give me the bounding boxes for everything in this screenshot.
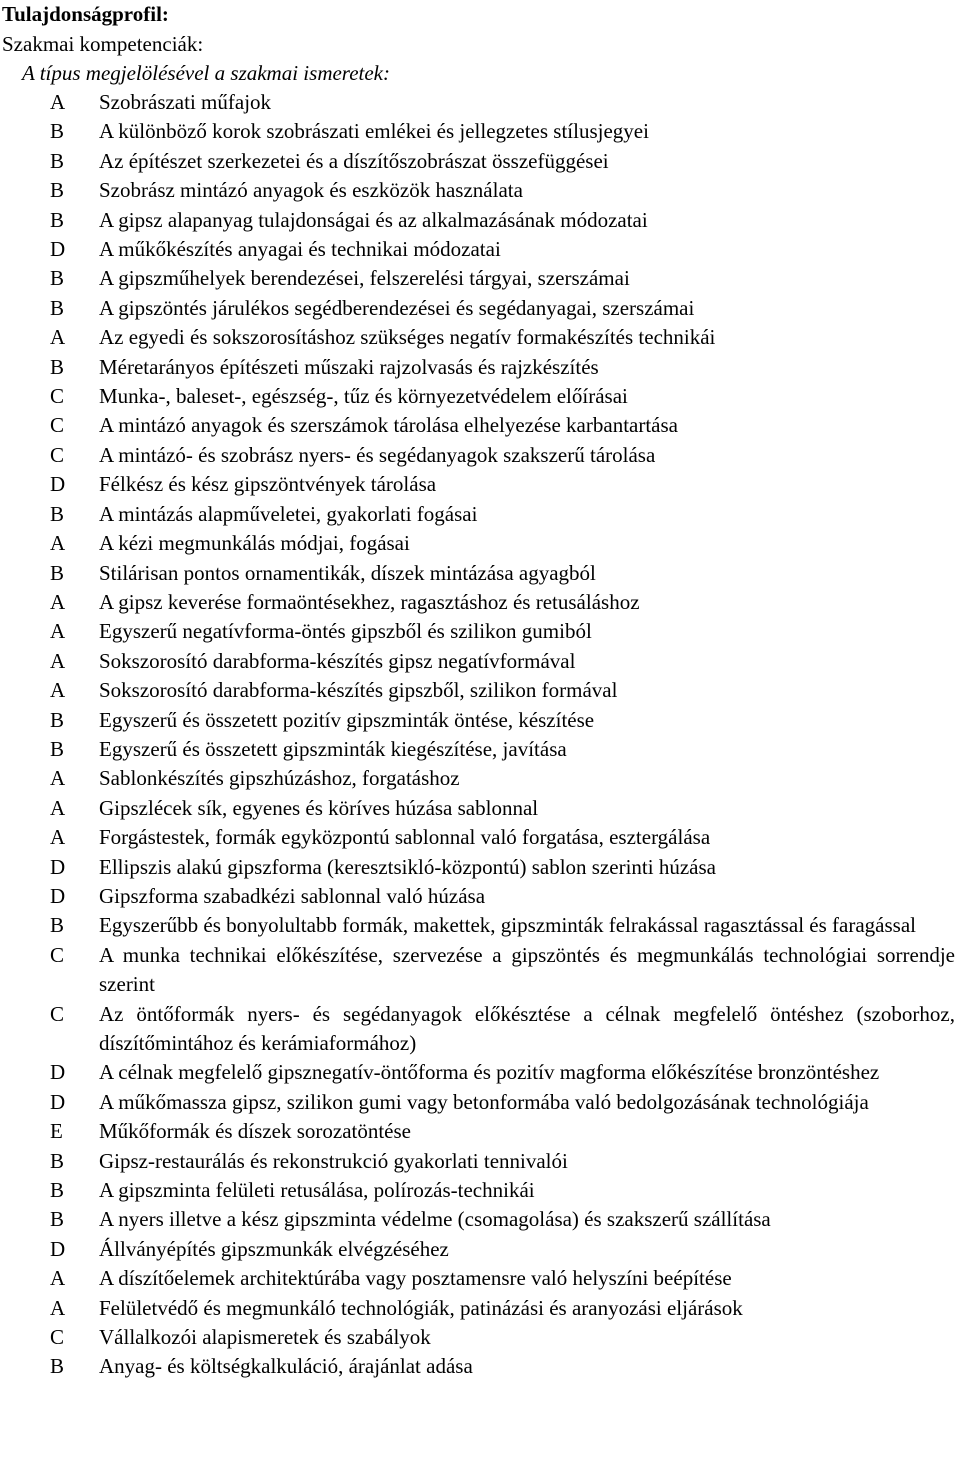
competency-type-code: A [50, 531, 66, 556]
list-item [0, 294, 960, 323]
competency-text: Az egyedi és sokszorosításhoz szükséges negatív formakészítés technikái [99, 325, 716, 350]
competency-type-code: C [50, 384, 65, 409]
list-item [0, 1147, 960, 1176]
competency-type-code: B [50, 178, 65, 203]
competency-type-code: D [50, 1089, 66, 1114]
list-item [0, 794, 960, 823]
competency-type-code: A [50, 678, 66, 703]
competency-type-code: B [50, 560, 65, 585]
list-item [0, 941, 960, 1000]
list-item [0, 206, 960, 235]
list-item [0, 559, 960, 588]
list-item [0, 853, 960, 882]
competency-type-code: C [50, 1325, 65, 1350]
competency-type-code: B [50, 148, 65, 173]
competency-text: Az öntőformák nyers- és segédanyagok előkésztése a célnak megfelelő öntéshez (szoborhoz, díszítőmintához és kerámiaformához) [99, 1001, 955, 1055]
competency-text: Gipsz-restaurálás és rekonstrukció gyakorlati tennivalói [99, 1148, 568, 1173]
competency-text: A gipszműhelyek berendezései, felszerelési tárgyai, szerszámai [99, 266, 630, 291]
competency-type-code: A [50, 589, 66, 614]
competency-text: Forgástestek, formák egyközpontú sablonnal való forgatása, esztergálása [99, 825, 711, 850]
competency-text: Sablonkészítés gipszhúzáshoz, forgatáshoz [99, 766, 460, 791]
list-item [0, 1264, 960, 1293]
competency-type-code: B [50, 354, 65, 379]
list-item [0, 735, 960, 764]
list-item [0, 264, 960, 293]
list-item [0, 882, 960, 911]
section-heading: Szakmai kompetenciák: [2, 32, 204, 56]
competency-text: A kézi megmunkálás módjai, fogásai [99, 531, 410, 556]
competency-type-code: A [50, 795, 66, 820]
list-item [0, 1058, 960, 1087]
list-item [0, 588, 960, 617]
competency-type-code: B [50, 501, 65, 526]
competency-type-code: B [50, 707, 65, 732]
competency-type-code: A [50, 1266, 66, 1291]
list-item [0, 1117, 960, 1146]
list-item [0, 88, 960, 117]
competency-type-code: A [50, 648, 66, 673]
list-item [0, 1000, 960, 1059]
competency-text: A mintázás alapműveletei, gyakorlati fogásai [99, 501, 478, 526]
list-item [0, 911, 960, 940]
competency-text: Egyszerű és összetett gipszminták kiegészítése, javítása [99, 736, 567, 761]
list-item [0, 147, 960, 176]
competency-text: Egyszerűbb és bonyolultabb formák, makettek, gipszminták felrakással ragasztással és faragással [99, 913, 916, 938]
competency-text: A gipszminta felületi retusálása, polírozás-technikái [99, 1178, 535, 1203]
competency-text: A gipsz keverése formaöntésekhez, ragasztáshoz és retusáláshoz [99, 589, 640, 614]
competency-type-code: B [50, 1354, 65, 1379]
competency-text: Méretarányos építészeti műszaki rajzolvasás és rajzkészítés [99, 354, 599, 379]
competency-type-code: D [50, 237, 66, 262]
competency-text: Állványépítés gipszmunkák elvégzéséhez [99, 1236, 449, 1261]
competency-list [0, 88, 960, 1382]
list-item [0, 529, 960, 558]
competency-text: A gipsz alapanyag tulajdonságai és az alkalmazásának módozatai [99, 207, 648, 232]
subsection-heading: A típus megjelölésével a szakmai ismeretek: [22, 61, 390, 85]
competency-text: Szobrászati műfajok [99, 90, 272, 114]
competency-type-code: B [50, 1148, 65, 1173]
document-title: Tulajdonságprofil: [2, 2, 169, 26]
list-item [0, 676, 960, 705]
competency-text: A műkőmassza gipsz, szilikon gumi vagy betonformába való bedolgozásának technológiája [99, 1089, 869, 1114]
competency-type-code: B [50, 736, 65, 761]
competency-type-code: A [50, 825, 66, 850]
competency-type-code: B [50, 207, 65, 232]
competency-text: Anyag- és költségkalkuláció, árajánlat adása [99, 1354, 473, 1379]
list-item [0, 353, 960, 382]
list-item [0, 1205, 960, 1234]
list-item [0, 647, 960, 676]
competency-text: A mintázó anyagok és szerszámok tárolása elhelyezése karbantartása [99, 413, 678, 438]
competency-type-code: B [50, 1178, 65, 1203]
competency-text: Felületvédő és megmunkáló technológiák, patinázási és aranyozási eljárások [99, 1295, 743, 1320]
list-item [0, 382, 960, 411]
competency-type-code: A [50, 1295, 66, 1320]
competency-text: A célnak megfelelő gipsznegatív-öntőforma és pozitív magforma előkészítése bronzöntéshez [99, 1060, 880, 1085]
list-item [0, 176, 960, 205]
competency-text: Stilárisan pontos ornamentikák, díszek mintázása agyagból [99, 560, 596, 585]
list-item [0, 1235, 960, 1264]
competency-text: Sokszorosító darabforma-készítés gipsz negatívformával [99, 648, 576, 673]
competency-type-code: D [50, 472, 66, 497]
competency-text: A különböző korok szobrászati emlékei és jellegzetes stílusjegyei [99, 119, 649, 144]
list-item [0, 441, 960, 470]
competency-type-code: C [50, 942, 65, 967]
list-item [0, 1088, 960, 1117]
competency-type-code: C [50, 442, 65, 467]
competency-text: Sokszorosító darabforma-készítés gipszből, szilikon formával [99, 678, 618, 703]
competency-text: Szobrász mintázó anyagok és eszközök használata [99, 178, 523, 203]
list-item [0, 823, 960, 852]
list-item [0, 235, 960, 264]
competency-type-code: B [50, 119, 65, 144]
competency-text: Az építészet szerkezetei és a díszítőszobrászat összefüggései [99, 148, 609, 173]
competency-text: Gipszlécek sík, egyenes és köríves húzása sablonnal [99, 795, 539, 820]
competency-type-code: A [50, 766, 66, 791]
competency-type-code: C [50, 413, 65, 438]
competency-text: A díszítőelemek architektúrába vagy posztamensre való helyszíni beépítése [99, 1266, 732, 1291]
list-item [0, 1294, 960, 1323]
competency-type-code: D [50, 883, 66, 908]
competency-text: Műkőformák és díszek sorozatöntése [99, 1119, 411, 1144]
competency-type-code: A [50, 325, 66, 350]
competency-type-code: A [50, 619, 66, 644]
competency-text: A munka technikai előkészítése, szervezése a gipszöntés és megmunkálás technológiai sorrendje szerint [99, 942, 955, 997]
competency-text: A műkőkészítés anyagai és technikai módozatai [99, 237, 501, 262]
list-item [0, 706, 960, 735]
competency-type-code: D [50, 854, 66, 879]
competency-text: Egyszerű és összetett pozitív gipszminták öntése, készítése [99, 707, 595, 732]
list-item [0, 411, 960, 440]
competency-text: Vállalkozói alapismeretek és szabályok [99, 1325, 431, 1350]
competency-text: A mintázó- és szobrász nyers- és segédanyagok szakszerű tárolása [99, 442, 656, 467]
competency-type-code: E [50, 1119, 63, 1144]
competency-text: Félkész és kész gipszöntvények tárolása [99, 472, 437, 497]
competency-text: Ellipszis alakú gipszforma (keresztsikló-központú) sablon szerinti húzása [99, 854, 716, 879]
competency-type-code: A [50, 90, 66, 114]
competency-type-code: D [50, 1060, 66, 1085]
competency-type-code: B [50, 1207, 65, 1232]
competency-type-code: C [50, 1001, 65, 1026]
competency-text: A nyers illetve a kész gipszminta védelme (csomagolása) és szakszerű szállítása [99, 1207, 771, 1232]
list-item [0, 617, 960, 646]
list-item [0, 1323, 960, 1352]
list-item [0, 470, 960, 499]
competency-text: Gipszforma szabadkézi sablonnal való húzása [99, 883, 486, 908]
competency-type-code: B [50, 295, 65, 320]
competency-type-code: B [50, 913, 65, 938]
list-item [0, 1176, 960, 1205]
list-item [0, 323, 960, 352]
competency-text: Egyszerű negatívforma-öntés gipszből és szilikon gumiból [99, 619, 592, 644]
competency-text: A gipszöntés járulékos segédberendezései és segédanyagai, szerszámai [99, 295, 695, 320]
competency-type-code: B [50, 266, 65, 291]
list-item [0, 500, 960, 529]
list-item [0, 764, 960, 793]
list-item [0, 1352, 960, 1381]
list-item [0, 117, 960, 146]
competency-type-code: D [50, 1236, 66, 1261]
competency-text: Munka-, baleset-, egészség-, tűz és környezetvédelem előírásai [99, 384, 628, 409]
